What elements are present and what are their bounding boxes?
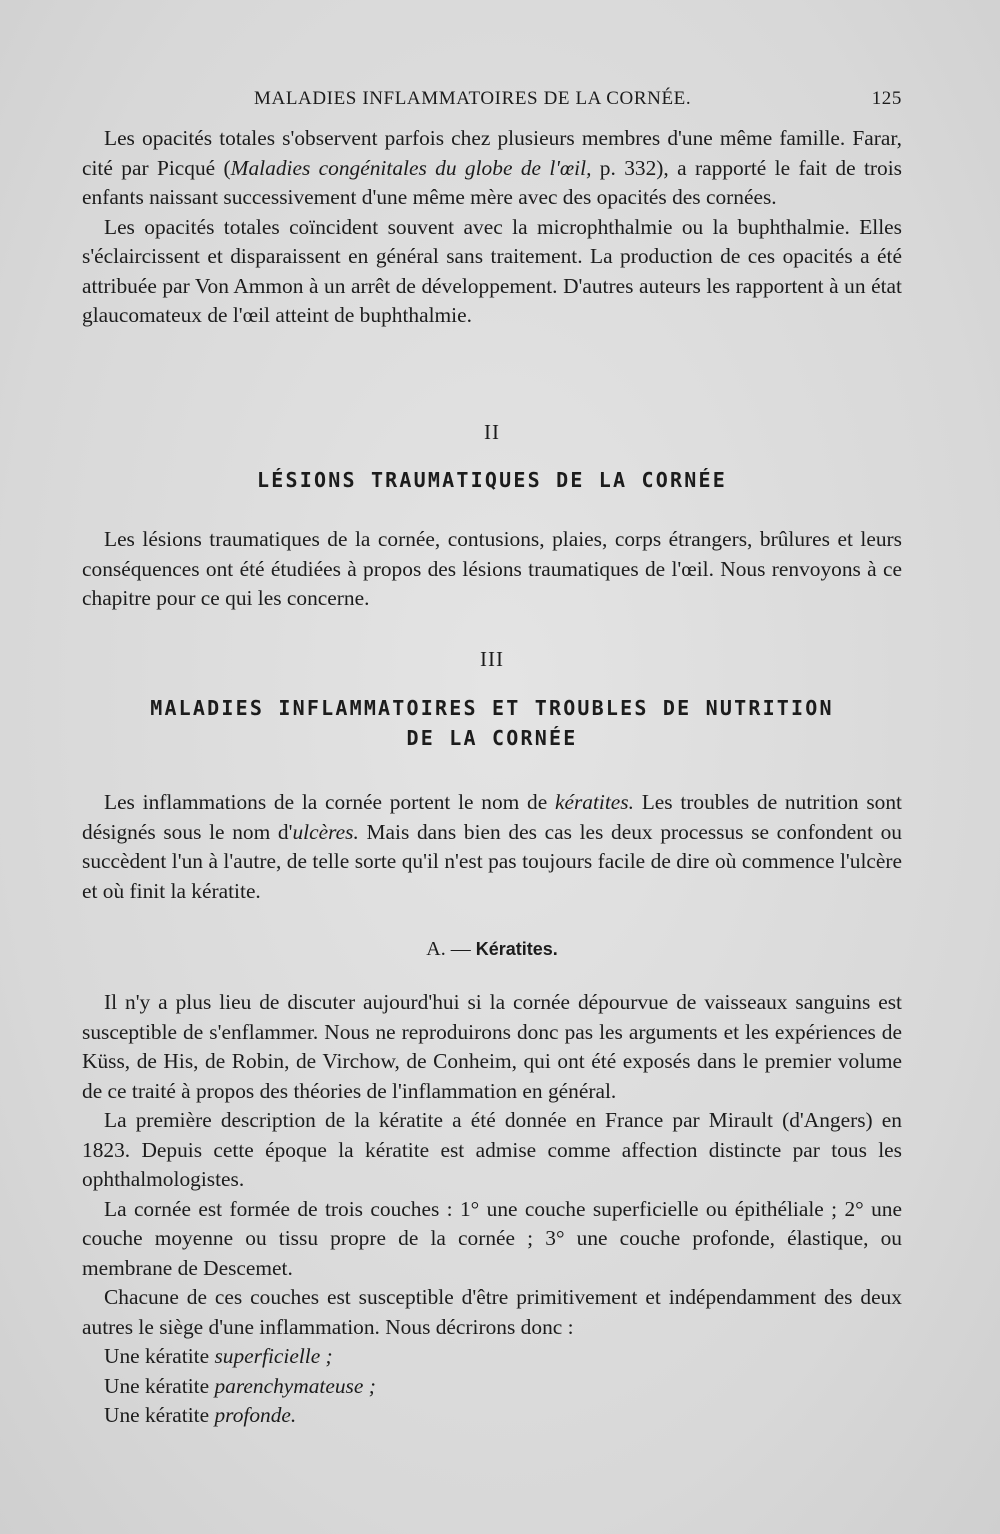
intro-block	[82, 124, 902, 331]
subsection-heading: A. — Kératites.	[426, 938, 558, 960]
subsection-a-body	[82, 988, 902, 1431]
paragraph: Les opacités totales s'observent parfois chez plusieurs membres d'une même famille. Farar, cité par Picqué (Maladies congénitales du globe de l'œil, p. 332), a rapporté le fait de trois enfants naissant successivement d'une même mère avec des opacités des cornées.	[82, 126, 902, 209]
list-item	[82, 1401, 902, 1431]
section-3-body	[82, 788, 902, 906]
list-item-term: profonde.	[214, 1403, 297, 1427]
list-item-term: superficielle ;	[214, 1344, 333, 1368]
subsection-a-heading-wrap	[82, 938, 902, 961]
paragraph: Il n'y a plus lieu de discuter aujourd'hui si la cornée dépourvue de vaisseaux sanguins est susceptible de s'enflammer. Nous ne reproduirons donc pas les arguments et les expériences de Küss, de His, de Robin, de Virchow, de Conheim, qui ont été exposés dans le premier volume de ce traité à propos des théories de l'inflammation en général.	[82, 990, 902, 1103]
list-item-prefix: Une kératite	[104, 1373, 215, 1398]
section-3	[82, 647, 902, 672]
list-item	[82, 1372, 902, 1402]
section-numeral: III	[480, 647, 504, 671]
list-item-term: parenchymateuse ;	[214, 1373, 376, 1398]
keratite-list	[82, 1342, 902, 1431]
list-item-prefix: Une kératite	[104, 1344, 215, 1368]
section-title-line-2: DE LA CORNÉE	[406, 726, 578, 750]
list-item	[82, 1342, 902, 1372]
paragraph: La cornée est formée de trois couches : 1° une couche superficielle ou épithéliale ; 2° une couche moyenne ou tissu propre de la cornée ; 3° une couche profonde, élastique, ou membrane de Descemet.	[82, 1196, 902, 1280]
paragraph: Les opacités totales coïncident souvent avec la microphthalmie ou la buphthalmie. Elles s'éclaircissent et disparaissent en général sans traitement. La production de ces opacités a été attribuée par Von Ammon à un arrêt de développement. D'autres auteurs les rapportent à un état glaucomateux de l'œil atteint de buphthalmie.	[82, 214, 902, 327]
section-numeral: II	[484, 420, 500, 444]
page-number: 125	[871, 88, 902, 109]
running-title: MALADIES INFLAMMATOIRES DE LA CORNÉE.	[254, 88, 692, 109]
paragraph: Les lésions traumatiques de la cornée, contusions, plaies, corps étrangers, brûlures et leurs conséquences ont été étudiées à propos des lésions traumatiques de l'œil. Nous renvoyons à ce chapitre pour ce qui les concerne.	[82, 527, 902, 610]
section-2-body	[82, 525, 902, 614]
list-item-prefix: Une kératite	[104, 1403, 215, 1427]
section-title-line-1: MALADIES INFLAMMATOIRES ET TROUBLES DE NUTRITION	[150, 696, 834, 720]
section-3-title-wrap	[82, 693, 902, 753]
section-2-title-wrap	[82, 465, 902, 495]
paragraph: Chacune de ces couches est susceptible d'être primitivement et indépendamment des deux autres le siège d'une inflammation. Nous décrirons donc :	[82, 1285, 902, 1339]
section-2	[82, 420, 902, 445]
page-header	[82, 88, 902, 118]
paragraph: Les inflammations de la cornée portent le nom de kératites. Les troubles de nutrition sont désignés sous le nom d'ulcères. Mais dans bien des cas les deux processus se confondent ou succèdent l'un à l'autre, de telle sorte qu'il n'est pas toujours facile de dire où commence l'ulcère et où finit la kératite.	[82, 790, 902, 903]
section-title: LÉSIONS TRAUMATIQUES DE LA CORNÉE	[257, 468, 727, 492]
paragraph: La première description de la kératite a été donnée en France par Mirault (d'Angers) en 1823. Depuis cette époque la kératite est admise comme affection distincte par tous les ophthalmologistes.	[82, 1108, 902, 1191]
